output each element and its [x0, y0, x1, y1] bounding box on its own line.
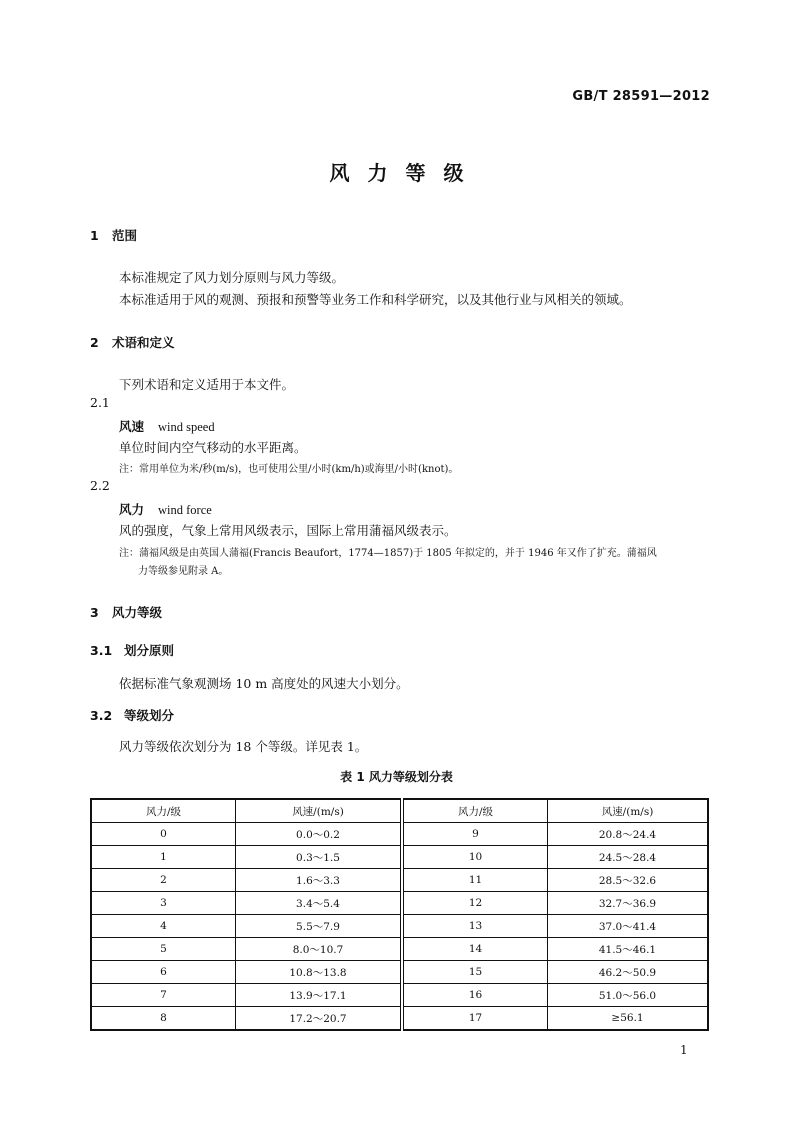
table-cell: 6: [91, 961, 236, 984]
term-wind-force: [119, 500, 212, 518]
section-3-1-heading: [90, 641, 174, 659]
section-title: 等级划分: [124, 708, 175, 723]
grade-division-paragraph: 风力等级依次划分为 18 个等级。详见表 1。: [119, 739, 368, 754]
table-cell: 32.7～36.9: [548, 892, 709, 915]
table-cell: 1.6～3.3: [236, 869, 403, 892]
term-zh: 风力: [119, 502, 145, 517]
clause-2-1-number: 2.1: [90, 395, 110, 410]
section-1-heading: [90, 226, 137, 244]
table-row: [91, 1007, 708, 1031]
table-cell: 0: [91, 823, 236, 846]
table-cell: 24.5～28.4: [548, 846, 709, 869]
table-cell: 13.9～17.1: [236, 984, 403, 1007]
table-row: [91, 823, 708, 846]
section-number: 3.1: [90, 643, 113, 658]
header-cell: 风速/(m/s): [236, 799, 403, 823]
table-cell: ≥56.1: [548, 1007, 709, 1031]
table-row: [91, 984, 708, 1007]
section-title: 范围: [112, 228, 138, 243]
table-cell: 9: [402, 823, 548, 846]
table-cell: 2: [91, 869, 236, 892]
table-cell: 14: [402, 938, 548, 961]
wind-force-table: [90, 798, 709, 1031]
table-cell: 11: [402, 869, 548, 892]
table-cell: 4: [91, 915, 236, 938]
term-wind-force-note-line2: 力等级参见附录 A。: [138, 566, 229, 577]
table-cell: 10: [402, 846, 548, 869]
section-3-2-heading: [90, 706, 174, 724]
term-wind-speed-note: 注：常用单位为米/秒(m/s)，也可使用公里/小时(km/h)或海里/小时(knot)。: [119, 464, 459, 475]
section-title: 划分原则: [124, 643, 175, 658]
term-wind-force-note-line1: 注：蒲福风级是由英国人蒲福(Francis Beaufort，1774—1857)于 1805 年拟定的，并于 1946 年又作了扩充。蒲福风: [119, 548, 657, 559]
section-number: 2: [90, 335, 99, 350]
page-number: 1: [680, 1043, 688, 1057]
table-cell: 7: [91, 984, 236, 1007]
terms-intro: 下列术语和定义适用于本文件。: [119, 377, 295, 392]
table-cell: 8.0～10.7: [236, 938, 403, 961]
table-cell: 15: [402, 961, 548, 984]
table-cell: 1: [91, 846, 236, 869]
scope-paragraph-2: 本标准适用于风的观测、预报和预警等业务工作和科学研究，以及其他行业与风相关的领域。: [119, 292, 632, 307]
page-title: 风力等级: [329, 161, 482, 185]
header-cell: 风力/级: [91, 799, 236, 823]
table-cell: 10.8～13.8: [236, 961, 403, 984]
table-row: [91, 869, 708, 892]
term-wind-speed: [119, 417, 215, 435]
table-cell: 37.0～41.4: [548, 915, 709, 938]
table-cell: 16: [402, 984, 548, 1007]
table-cell: 13: [402, 915, 548, 938]
standard-number: GB/T 28591—2012: [572, 89, 710, 104]
term-wind-speed-definition: 单位时间内空气移动的水平距离。: [119, 440, 307, 455]
clause-2-2-number: 2.2: [90, 478, 110, 493]
table-cell: 41.5～46.1: [548, 938, 709, 961]
table-cell: 0.0～0.2: [236, 823, 403, 846]
section-title: 风力等级: [112, 605, 163, 620]
table-row: [91, 892, 708, 915]
table-caption: 表 1 风力等级划分表: [340, 770, 453, 784]
table-cell: 51.0～56.0: [548, 984, 709, 1007]
table-cell: 17.2～20.7: [236, 1007, 403, 1031]
section-2-heading: [90, 333, 175, 351]
table-cell: 20.8～24.4: [548, 823, 709, 846]
table-header-row: [91, 799, 708, 823]
table-body: [91, 823, 708, 1031]
section-title: 术语和定义: [112, 335, 175, 350]
table-cell: 46.2～50.9: [548, 961, 709, 984]
header-cell: 风速/(m/s): [548, 799, 709, 823]
division-principle-paragraph: 依据标准气象观测场 10 m 高度处的风速大小划分。: [119, 676, 409, 691]
table-cell: 5.5～7.9: [236, 915, 403, 938]
table-cell: 12: [402, 892, 548, 915]
section-number: 3.2: [90, 708, 113, 723]
table-cell: 28.5～32.6: [548, 869, 709, 892]
table-cell: 3.4～5.4: [236, 892, 403, 915]
table-cell: 17: [402, 1007, 548, 1031]
table-row: [91, 961, 708, 984]
table-cell: 3: [91, 892, 236, 915]
table-row: [91, 938, 708, 961]
table-row: [91, 915, 708, 938]
section-number: 3: [90, 605, 99, 620]
table-cell: 8: [91, 1007, 236, 1031]
section-number: 1: [90, 228, 99, 243]
scope-paragraph-1: 本标准规定了风力划分原则与风力等级。: [119, 270, 345, 285]
term-en: wind speed: [158, 420, 215, 434]
table-cell: 0.3～1.5: [236, 846, 403, 869]
term-zh: 风速: [119, 419, 145, 434]
header-cell: 风力/级: [402, 799, 548, 823]
table-cell: 5: [91, 938, 236, 961]
term-wind-force-definition: 风的强度，气象上常用风级表示，国际上常用蒲福风级表示。: [119, 523, 457, 538]
table-row: [91, 846, 708, 869]
term-en: wind force: [158, 503, 212, 517]
section-3-heading: [90, 603, 162, 621]
